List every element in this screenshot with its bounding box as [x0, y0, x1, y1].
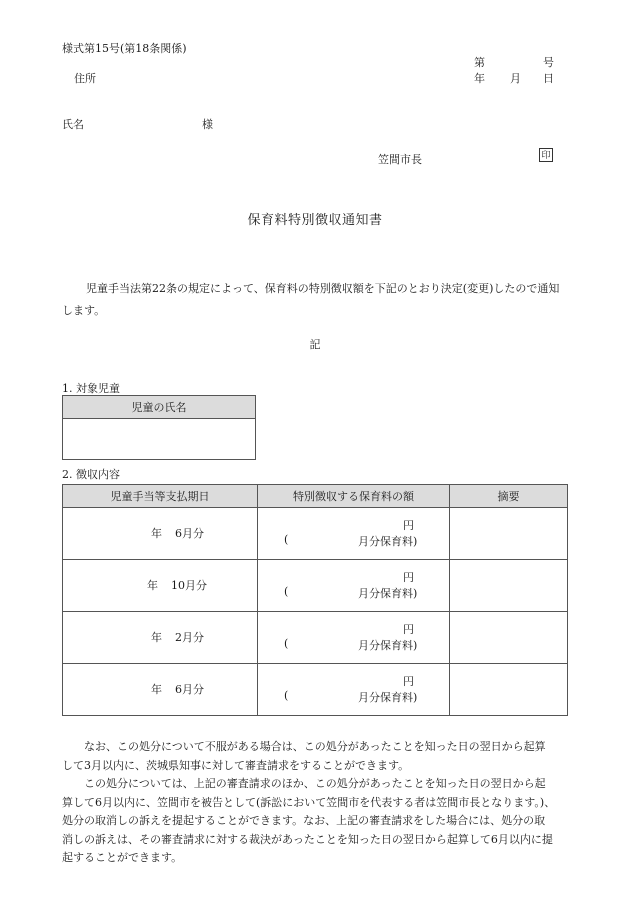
- period-year: 年: [151, 683, 162, 696]
- document-title: 保育料特別徴収通知書: [247, 213, 383, 228]
- payment-period-cell: [63, 664, 258, 716]
- date-day-label: 日: [543, 72, 554, 85]
- period-year: 年: [147, 579, 158, 592]
- yen-label: 円: [403, 675, 414, 688]
- remarks-cell: [450, 664, 568, 716]
- seal-mark: 印: [539, 148, 553, 162]
- notice-paragraph-2: この処分については、上記の審査請求のほか、この処分があったことを知った日の翌日から起算して6月以内に、笠間市を被告として(訴訟において笠間市を代表する者は笠間市長となります。)、処分の取消しの訴えを提起することができます。なお、上記の審査請求をした場合には、処分の取消しの訴えは、その審査請求に対する裁決があったことを知った日の翌日から起算して6月以内に提起することができます。: [62, 777, 556, 864]
- issuer-name: 笠間市長: [378, 153, 422, 166]
- document-number-suffix: 号: [543, 56, 554, 69]
- amount-cell: [258, 612, 450, 664]
- ki-marker: 記: [309, 338, 321, 351]
- remarks-header: 摘要: [450, 485, 568, 508]
- period-month: 10月分: [171, 579, 207, 592]
- remarks-cell: [450, 612, 568, 664]
- remarks-cell: [450, 508, 568, 560]
- child-name-cell: [63, 419, 256, 460]
- payment-date-header: 児童手当等支払期日: [63, 485, 258, 508]
- remarks-cell: [450, 560, 568, 612]
- paren-open: (: [284, 533, 289, 546]
- table-row: [63, 560, 568, 612]
- child-name-header: 児童の氏名: [63, 396, 256, 419]
- target-child-table: [62, 395, 256, 460]
- document-number-label: 第: [474, 56, 485, 69]
- yen-label: 円: [403, 571, 414, 584]
- notice-paragraph-1: なお、この処分について不服がある場合は、この処分があったことを知った日の翌日から起算して3月以内に、茨城県知事に対して審査請求をすることができます。: [62, 740, 546, 772]
- period-month: 6月分: [175, 683, 204, 696]
- period-month: 2月分: [175, 631, 204, 644]
- paren-open: (: [284, 637, 289, 650]
- table-row: [63, 612, 568, 664]
- payment-period-cell: [63, 508, 258, 560]
- date-year-label: 年: [474, 72, 485, 85]
- month-for-label: 月分保育料): [358, 691, 418, 704]
- period-month: 6月分: [175, 527, 204, 540]
- address-label: 住所: [74, 72, 96, 85]
- paren-open: (: [284, 585, 289, 598]
- month-for-label: 月分保育料): [358, 587, 418, 600]
- payment-period-cell: [63, 612, 258, 664]
- body-paragraph: 児童手当法第22条の規定によって、保育料の特別徴収額を下記のとおり決定(変更)したので通知します。: [62, 282, 560, 317]
- month-for-label: 月分保育料): [358, 639, 418, 652]
- table-row: [63, 508, 568, 560]
- paren-open: (: [284, 689, 289, 702]
- month-for-label: 月分保育料): [358, 535, 418, 548]
- date-month-label: 月: [510, 72, 521, 85]
- collection-table: [62, 484, 568, 716]
- period-year: 年: [151, 631, 162, 644]
- name-honorific: 様: [202, 118, 213, 131]
- table-row: [63, 664, 568, 716]
- amount-cell: [258, 508, 450, 560]
- name-label: 氏名: [62, 118, 84, 131]
- yen-label: 円: [403, 519, 414, 532]
- period-year: 年: [151, 527, 162, 540]
- form-number: 様式第15号(第18条関係): [62, 42, 187, 55]
- amount-header: 特別徴収する保育料の額: [258, 485, 450, 508]
- yen-label: 円: [403, 623, 414, 636]
- section1-heading: 1. 対象児童: [62, 382, 120, 395]
- amount-cell: [258, 664, 450, 716]
- amount-cell: [258, 560, 450, 612]
- payment-period-cell: [63, 560, 258, 612]
- section2-heading: 2. 徴収内容: [62, 468, 120, 481]
- appeal-notice: [62, 738, 556, 868]
